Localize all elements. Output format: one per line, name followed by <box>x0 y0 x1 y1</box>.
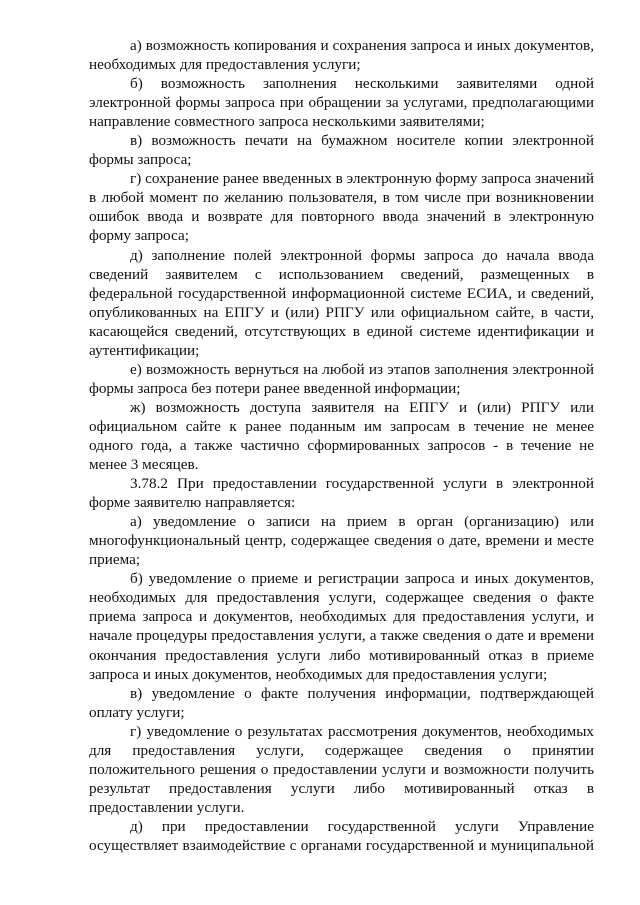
document-body <box>89 36 594 855</box>
paragraph-b-joint-fill: б) возможность заполнения несколькими заявителями одной электронной формы запроса при обращении за услугами, предполагающими направление совместного запроса несколькими заявителями; <box>89 75 594 131</box>
paragraph-e-return-step: е) возможность вернуться на любой из этапов заполнения электронной формы запроса без потери ранее введенной информации; <box>89 360 594 397</box>
notice-g-results: г) уведомление о результатах рассмотрения документов, необходимых для предоставления услуги, содержащее сведения о принятии положительного решения о предоставлении услуги и возможности получить результат предоставления услуги либо мотивированный отказ в предоставлении услуги. <box>89 722 594 816</box>
paragraph-zh-access: ж) возможность доступа заявителя на ЕПГУ и (или) РПГУ или официальном сайте к ранее поданным им запросам в течение не менее одного года, а также частично сформированных запросов - в течение не менее 3 месяцев. <box>89 398 594 474</box>
notice-v-payment: в) уведомление о факте получения информации, подтверждающей оплату услуги; <box>89 684 594 721</box>
paragraph-d-prefill: д) заполнение полей электронной формы запроса до начала ввода сведений заявителем с использованием сведений, размещенных в федеральной государственной информационной системе ЕСИА, и сведений, опубликованных на ЕПГУ и (или) РПГУ или официальном сайте, в части, касающейся сведений, отсутствующих в единой системе идентификации и аутентификации; <box>89 246 594 359</box>
notice-a-appointment: а) уведомление о записи на прием в орган (организацию) или многофункциональный центр, содержащее сведения о дате, времени и месте приема; <box>89 513 594 569</box>
paragraph-g-save-values: г) сохранение ранее введенных в электронную форму запроса значений в любой момент по желанию пользователя, в том числе при возникновении ошибок ввода и возврате для повторного ввода значений в электронную форму запроса; <box>89 170 594 245</box>
notice-b-registration: б) уведомление о приеме и регистрации запроса и иных документов, необходимых для предоставления услуги, содержащее сведения о факте приема запроса и документов, необходимых для предоставления услуги, и начале процедуры предоставления услуги, а также сведения о дате и времени окончания предоставления услуги либо мотивированный отказ в приеме запроса и иных документов, необходимых для предоставления услуги; <box>89 570 594 683</box>
paragraph-a-copy-save: а) возможность копирования и сохранения запроса и иных документов, необходимых для предоставления услуги; <box>89 37 594 74</box>
paragraph-v-print: в) возможность печати на бумажном носителе копии электронной формы запроса; <box>89 132 594 169</box>
section-heading-3-78-2: 3.78.2 При предоставлении государственной услуги в электронной форме заявителю направляется: <box>89 475 594 512</box>
notice-d-interaction: д) при предоставлении государственной услуги Управление осуществляет взаимодействие с органами государственной и муниципальной <box>89 817 594 854</box>
